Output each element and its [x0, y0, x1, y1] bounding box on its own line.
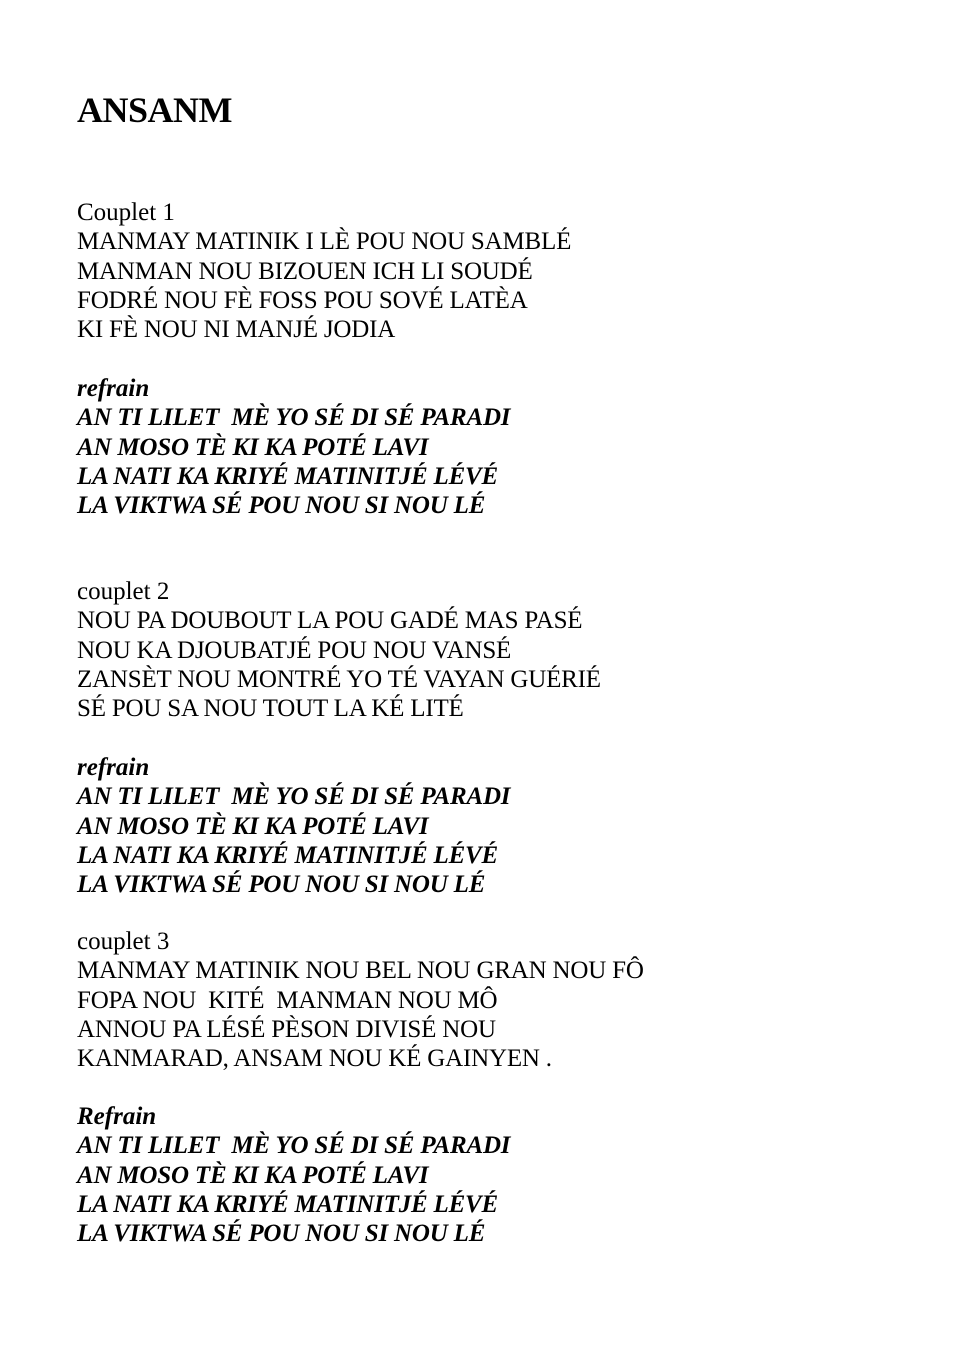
refrain-label: refrain — [77, 375, 150, 402]
refrain-line: LA VIKTWA SÉ POU NOU SI NOU LÉ — [77, 1220, 486, 1248]
verse-line: FOPA NOU KITÉ MANMAN NOU MÔ — [77, 986, 498, 1014]
refrain-2 — [77, 753, 510, 899]
verse-1 — [77, 198, 571, 344]
verse-line: MANMAY MATINIK NOU BEL NOU GRAN NOU FÔ — [77, 957, 644, 985]
refrain-1 — [77, 374, 510, 520]
verse-label: Couplet 1 — [77, 199, 175, 226]
refrain-line: AN MOSO TÈ KI KA POTÉ LAVI — [77, 433, 429, 461]
verse-line: SÉ POU SA NOU TOUT LA KÉ LITÉ — [77, 695, 464, 723]
refrain-line: AN TI LILET MÈ YO SÉ DI SÉ PARADI — [77, 404, 511, 432]
refrain-line: AN MOSO TÈ KI KA POTÉ LAVI — [77, 1161, 429, 1189]
verse-3 — [77, 927, 644, 1073]
refrain-line: LA VIKTWA SÉ POU NOU SI NOU LÉ — [77, 492, 486, 520]
refrain-line: LA VIKTWA SÉ POU NOU SI NOU LÉ — [77, 871, 486, 899]
verse-label: couplet 2 — [77, 578, 170, 605]
verse-2 — [77, 577, 601, 723]
verse-line: KANMARAD, ANSAM NOU KÉ GAINYEN . — [77, 1045, 552, 1073]
refrain-label: refrain — [77, 754, 150, 781]
verse-line: NOU KA DJOUBATJÉ POU NOU VANSÉ — [77, 636, 512, 664]
refrain-line: AN MOSO TÈ KI KA POTÉ LAVI — [77, 812, 429, 840]
verse-line: KI FÈ NOU NI MANJÉ JODIA — [77, 316, 396, 344]
refrain-label: Refrain — [77, 1103, 157, 1130]
refrain-line: LA NATI KA KRIYÉ MATINITJÉ LÉVÉ — [77, 462, 499, 490]
verse-line: ANNOU PA LÉSÉ PÈSON DIVISÉ NOU — [77, 1015, 496, 1043]
refrain-line: LA NATI KA KRIYÉ MATINITJÉ LÉVÉ — [77, 841, 499, 869]
verse-line: ZANSÈT NOU MONTRÉ YO TÉ VAYAN GUÉRIÉ — [77, 665, 601, 693]
refrain-line: AN TI LILET MÈ YO SÉ DI SÉ PARADI — [77, 1132, 511, 1160]
verse-line: NOU PA DOUBOUT LA POU GADÉ MAS PASÉ — [77, 607, 583, 635]
refrain-line: LA NATI KA KRIYÉ MATINITJÉ LÉVÉ — [77, 1190, 499, 1218]
verse-line: MANMAY MATINIK I LÈ POU NOU SAMBLÉ — [77, 228, 572, 256]
verse-line: MANMAN NOU BIZOUEN ICH LI SOUDÉ — [77, 257, 533, 285]
verse-line: FODRÉ NOU FÈ FOSS POU SOVÉ LATÈA — [77, 286, 528, 314]
verse-label: couplet 3 — [77, 928, 170, 955]
song-title: ANSANM — [77, 90, 232, 130]
refrain-line: AN TI LILET MÈ YO SÉ DI SÉ PARADI — [77, 783, 511, 811]
refrain-3 — [77, 1102, 510, 1248]
